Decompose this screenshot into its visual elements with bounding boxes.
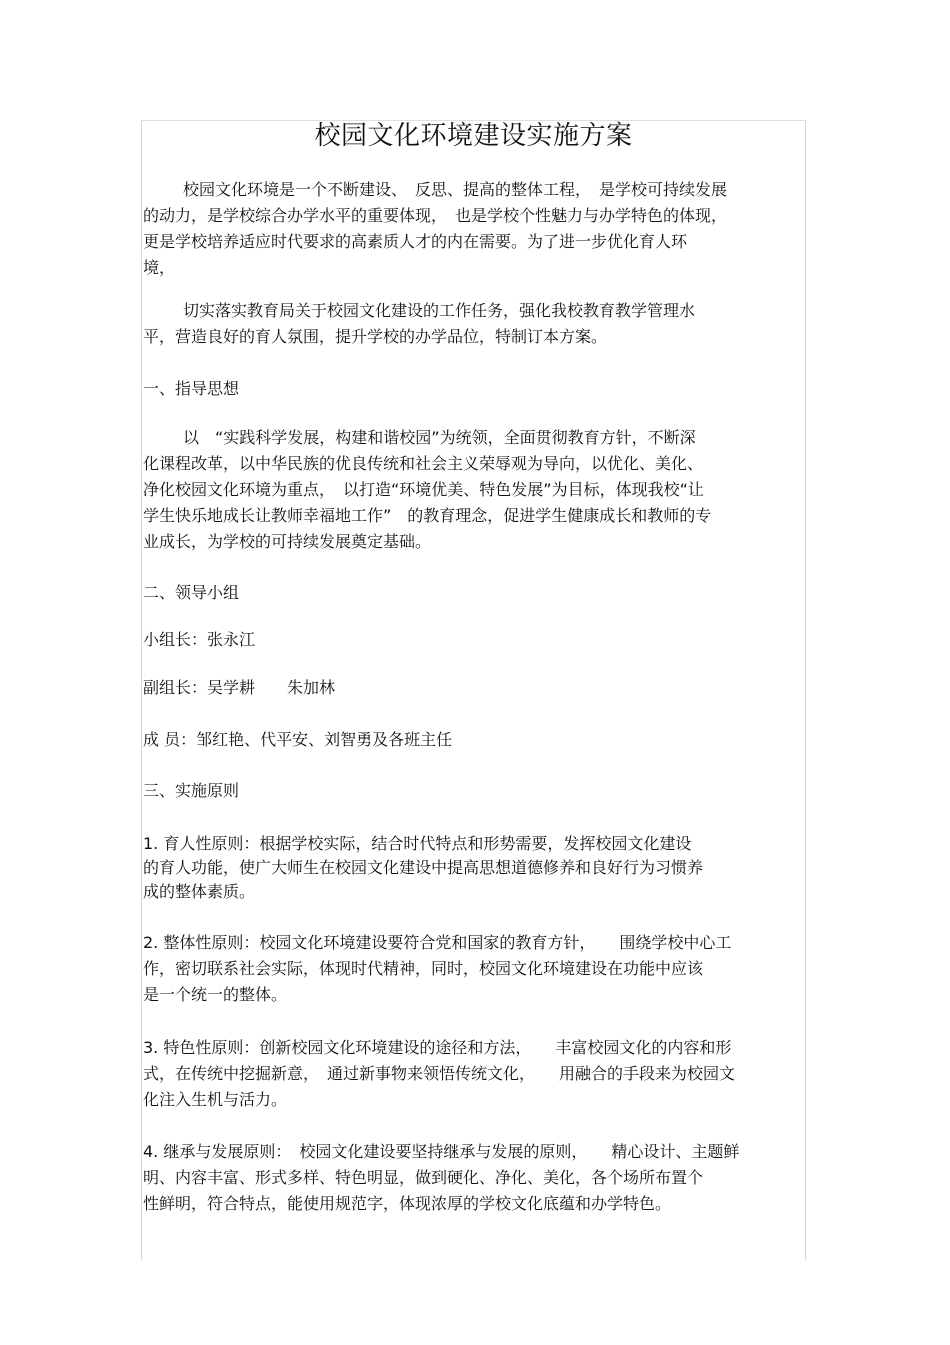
intro-paragraph-2 (143, 298, 811, 350)
principle-1 (143, 832, 811, 904)
text-line: 境， (143, 258, 176, 277)
text-line: 净化校园文化环境为重点， 以打造“环境优美、特色发展”为目标，体现我校“让 (143, 480, 704, 499)
text-line: 切实落实教育局关于校园文化建设的工作任务，强化我校教育教学管理水 (183, 301, 696, 320)
text-line: 化注入生机与活力。 (143, 1090, 288, 1109)
text-line: 校园文化环境是一个不断建设、 反思、提高的整体工程， 是学校可持续发展 (183, 180, 728, 199)
members-line: 成 员：邹红艳、代平安、刘智勇及各班主任 (143, 730, 453, 749)
text-line: 成的整体素质。 (143, 882, 256, 901)
text-line: 1. 育人性原则：根据学校实际，结合时代特点和形势需要，发挥校园文化建设 (143, 834, 692, 853)
text-line: 学生快乐地成长让教师幸福地工作” 的教育理念，促进学生健康成长和教师的专 (143, 506, 712, 525)
deputy-line: 副组长：吴学耕 朱加林 (143, 678, 336, 697)
text-line: 的育人功能，使广大师生在校园文化建设中提高思想道德修养和良好行为习惯养 (143, 858, 704, 877)
text-line: 的动力，是学校综合办学水平的重要体现， 也是学校个性魅力与办学特色的体现， (143, 206, 728, 225)
text-line: 性鲜明，符合特点，能使用规范字，体现浓厚的学校文化底蕴和办学特色。 (143, 1194, 672, 1213)
guiding-thought-body (143, 425, 811, 555)
section-heading-leadership: 二、领导小组 (143, 583, 240, 602)
text-line: 4. 继承与发展原则： 校园文化建设要坚持继承与发展的原则， 精心设计、主题鲜 (143, 1142, 740, 1161)
principle-4 (143, 1139, 811, 1217)
text-line: 明、内容丰富、形式多样、特色明显，做到硬化、净化、美化，各个场所布置个 (143, 1168, 704, 1187)
text-line: 2. 整体性原则：校园文化环境建设要符合党和国家的教育方针， 围绕学校中心工 (143, 933, 732, 952)
intro-paragraph-1 (143, 177, 811, 281)
principle-3 (143, 1035, 811, 1113)
text-line: 以 “实践科学发展，构建和谐校园”为统领，全面贯彻教育方针，不断深 (183, 428, 696, 447)
text-line: 3. 特色性原则：创新校园文化环境建设的途径和方法， 丰富校园文化的内容和形 (143, 1038, 732, 1057)
section-heading-guiding-thought: 一、指导思想 (143, 379, 240, 398)
text-line: 是一个统一的整体。 (143, 985, 288, 1004)
text-line: 作，密切联系社会实际，体现时代精神，同时，校园文化环境建设在功能中应该 (143, 959, 704, 978)
text-line: 式，在传统中挖掘新意， 通过新事物来领悟传统文化， 用融合的手段来为校园文 (143, 1064, 736, 1083)
document-title: 校园文化环境建设实施方案 (314, 121, 633, 151)
leader-line: 小组长：张永江 (143, 630, 256, 649)
principle-2 (143, 930, 811, 1008)
text-line: 更是学校培养适应时代要求的高素质人才的内在需要。为了进一步优化育人环 (143, 232, 688, 251)
text-line: 平，营造良好的育人氛围，提升学校的办学品位，特制订本方案。 (143, 327, 608, 346)
section-heading-principles: 三、实施原则 (143, 781, 240, 800)
text-line: 业成长，为学校的可持续发展奠定基础。 (143, 532, 432, 551)
text-line: 化课程改革，以中华民族的优良传统和社会主义荣辱观为导向，以优化、美化、 (143, 454, 704, 473)
